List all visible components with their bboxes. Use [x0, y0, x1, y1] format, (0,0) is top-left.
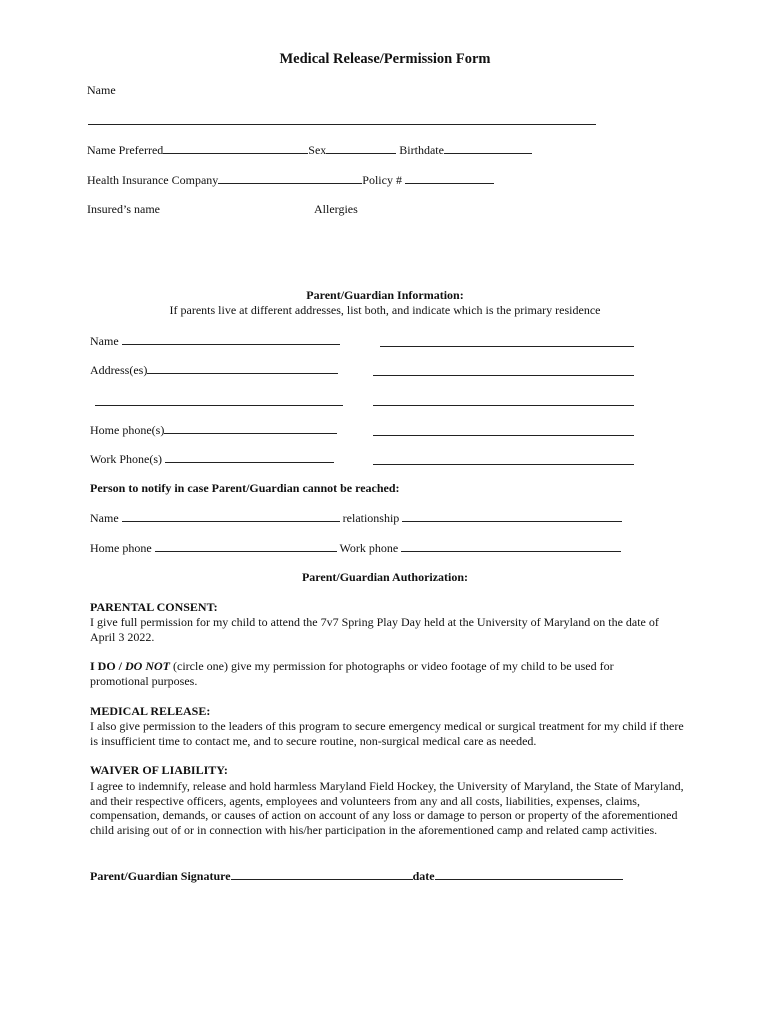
photo-permission-text: (circle one) give my permission for photographs or video footage of my child to be used for promotional purposes. [90, 659, 614, 688]
guardian-name-label: Name [90, 334, 119, 348]
notify-name-label: Name [90, 511, 119, 525]
health-insurance-label: Health Insurance Company [87, 173, 219, 187]
medical-release-heading: MEDICAL RELEASE: [90, 704, 211, 718]
name-preferred-line[interactable] [163, 142, 308, 154]
guardian-work-phone-label: Work Phone(s) [90, 452, 163, 466]
health-insurance-line[interactable] [218, 172, 362, 184]
photo-do-not-option[interactable]: DO NOT [125, 659, 171, 673]
notify-work-phone-label: Work phone [339, 541, 399, 555]
consent-heading: PARENTAL CONSENT: [90, 600, 218, 614]
guardian-address-row [90, 362, 338, 377]
guardian-name-line-2[interactable] [380, 346, 634, 347]
medical-release-text: I also give permission to the leaders of this program to secure emergency medical or surgical treatment for my child if there is insufficient time to contact me, and to secure routine, non-surgical medical care as needed. [90, 719, 684, 748]
sex-line[interactable] [326, 142, 396, 154]
notify-name-row [90, 510, 622, 525]
notify-home-phone-label: Home phone [90, 541, 152, 555]
signature-row [90, 868, 623, 883]
photo-separator: / [115, 659, 126, 673]
guardian-address-label: Address(es) [90, 363, 148, 377]
notify-heading: Person to notify in case Parent/Guardian cannot be reached: [90, 481, 400, 495]
photo-permission-paragraph [90, 659, 650, 688]
guardian-address-line-1[interactable] [147, 362, 338, 374]
name-line[interactable] [88, 124, 596, 125]
guardian-work-phone-line-2[interactable] [373, 464, 634, 465]
waiver-heading: WAIVER OF LIABILITY: [90, 763, 228, 777]
guardian-home-phone-label: Home phone(s) [90, 423, 165, 437]
guardian-subheading: If parents live at different addresses, list both, and indicate which is the primary residence [169, 303, 601, 317]
authorization-heading: Parent/Guardian Authorization: [301, 570, 469, 584]
allergies-label: Allergies [314, 202, 358, 216]
date-label: date [412, 869, 435, 883]
notify-name-line[interactable] [122, 510, 340, 522]
photo-do-option[interactable]: I DO [90, 659, 116, 673]
guardian-address-line-3[interactable] [95, 405, 343, 406]
signature-label: Parent/Guardian Signature [90, 869, 231, 883]
guardian-work-phone-row [90, 451, 334, 466]
signature-line[interactable] [231, 868, 413, 880]
guardian-name-row [90, 333, 340, 348]
guardian-address-line-4[interactable] [373, 405, 634, 406]
guardian-name-line-1[interactable] [122, 333, 340, 345]
insurance-row [87, 172, 494, 187]
guardian-home-phone-line-2[interactable] [373, 435, 634, 436]
guardian-work-phone-line-1[interactable] [165, 451, 334, 463]
guardian-address-line-2[interactable] [373, 375, 634, 376]
name-label: Name [87, 83, 116, 97]
sex-label: Sex [308, 143, 327, 157]
name-preferred-label: Name Preferred [87, 143, 164, 157]
guardian-heading: Parent/Guardian Information: [306, 288, 464, 302]
guardian-home-phone-line-1[interactable] [164, 422, 337, 434]
notify-home-phone-line[interactable] [155, 540, 337, 552]
form-title: Medical Release/Permission Form [279, 51, 491, 67]
notify-work-phone-line[interactable] [401, 540, 621, 552]
insured-name-label: Insured’s name [87, 202, 160, 216]
birthdate-line[interactable] [444, 142, 532, 154]
policy-label: Policy # [362, 173, 402, 187]
guardian-home-phone-row [90, 422, 337, 437]
date-line[interactable] [435, 868, 623, 880]
birthdate-label: Birthdate [399, 143, 444, 157]
notify-relationship-line[interactable] [402, 510, 622, 522]
waiver-text: I agree to indemnify, release and hold harmless Maryland Field Hockey, the University of Maryland, the State of Maryland, and their respective officers, agents, employees and volunteers from any and all costs, liabilities, expenses, claims, compensation, demands, or causes of action on account of any loss or damage to person or property of the aforementioned child arising out of or in connection with his/her participation in the aforementioned camp and related camp activities. [90, 779, 684, 837]
notify-relationship-label: relationship [342, 511, 400, 525]
policy-line[interactable] [405, 172, 494, 184]
consent-text: I give full permission for my child to attend the 7v7 Spring Play Day held at the University of Maryland on the date of April 3 2022. [90, 615, 659, 644]
name-preferred-row [87, 142, 532, 157]
notify-phone-row [90, 540, 621, 555]
